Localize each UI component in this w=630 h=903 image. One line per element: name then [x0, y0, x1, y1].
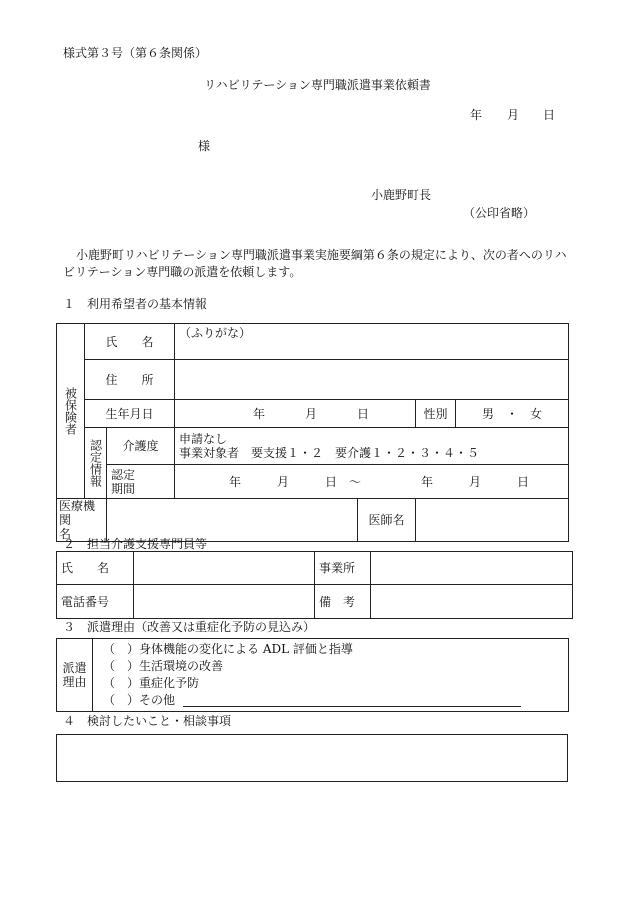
cm-office-label: 事業所: [315, 552, 371, 585]
doctor-name-field[interactable]: [416, 499, 569, 542]
medical-institution-label: [57, 499, 107, 542]
birth-day-label: 日: [357, 406, 370, 421]
section2-heading: ２ 担当介護支援専門員等: [63, 537, 208, 551]
cm-remarks-field[interactable]: [371, 585, 573, 619]
applicant-info-table: [56, 323, 569, 542]
consultation-textarea[interactable]: [56, 734, 568, 782]
name-label: 氏 名: [85, 324, 175, 360]
seal-note: （公印省略）: [463, 206, 536, 220]
date-month-label: 月: [507, 108, 520, 122]
medical-institution-label-line2: 名: [59, 527, 72, 541]
addressee-suffix: 様: [198, 139, 211, 153]
section1-heading: １ 利用希望者の基本情報: [63, 297, 208, 311]
gender-label: 性別: [416, 400, 456, 428]
care-level-label: 介護度: [107, 428, 175, 465]
date-year-label: 年: [470, 108, 483, 122]
insured-label: 被保険者: [57, 324, 85, 499]
gender-options[interactable]: 男 ・ 女: [456, 400, 569, 428]
care-level-field[interactable]: [175, 428, 569, 465]
reason-options: [93, 639, 569, 712]
cert-info-label: 認定情報: [85, 428, 107, 499]
intro-line-2: ビリテーション専門職の派遣を依頼します。: [63, 265, 302, 279]
furigana-label: （ふりがな）: [179, 326, 252, 340]
cm-phone-label: 電話番号: [57, 585, 134, 619]
name-field[interactable]: [175, 324, 569, 360]
medical-institution-label-line1: 医療機関: [59, 499, 96, 527]
reason-label-line1: 派遣: [62, 661, 87, 675]
cert-period-label-line1: 認定: [111, 467, 136, 482]
birth-year-label: 年: [253, 406, 266, 421]
date-day-label: 日: [543, 108, 556, 122]
care-level-none: 申請なし: [179, 432, 228, 446]
reason-label-line2: 理由: [62, 675, 87, 689]
birth-date-field[interactable]: [175, 400, 416, 428]
cm-phone-field[interactable]: [134, 585, 315, 619]
form-number: 様式第３号（第６条関係）: [63, 46, 208, 60]
birth-date-label: 生年月日: [85, 400, 175, 428]
care-manager-table: [56, 551, 573, 619]
reason-option-other-label: （ ）その他: [103, 693, 176, 707]
medical-institution-field[interactable]: [107, 499, 358, 542]
reason-option-other[interactable]: [103, 692, 568, 709]
address-field[interactable]: [175, 360, 569, 400]
section3-heading: ３ 派遣理由（改善又は重症化予防の見込み）: [63, 620, 316, 634]
reason-label: [57, 639, 93, 712]
dispatch-reason-table: [56, 638, 569, 712]
cm-office-field[interactable]: [371, 552, 573, 585]
section4-heading: ４ 検討したいこと・相談事項: [63, 714, 232, 728]
reason-option-environment[interactable]: （ ）生活環境の改善: [103, 659, 224, 673]
doctor-name-label: 医師名: [358, 499, 416, 542]
birth-month-label: 月: [305, 406, 318, 421]
reason-other-underline[interactable]: [183, 706, 521, 707]
cert-period-label-line2: 期間: [111, 481, 136, 496]
cm-name-field[interactable]: [134, 552, 315, 585]
cm-remarks-label: 備 考: [315, 585, 371, 619]
cert-period-label: [107, 465, 175, 499]
cm-name-label: 氏 名: [57, 552, 134, 585]
cert-period-field[interactable]: 年 月 日 〜 年 月 日: [175, 465, 569, 499]
document-title: リハビリテーション専門職派遣事業依頼書: [204, 78, 431, 92]
sender-name: 小鹿野町長: [371, 188, 432, 202]
care-level-options: 事業対象者 要支援１・２ 要介護１・２・３・４・５: [179, 446, 480, 460]
intro-line-1: 小鹿野町リハビリテーション専門職派遣事業実施要綱第６条の規定により、次の者へのリハ: [76, 248, 567, 262]
address-label: 住 所: [85, 360, 175, 400]
reason-option-prevention[interactable]: （ ）重症化予防: [103, 676, 200, 690]
reason-option-adl[interactable]: （ ）身体機能の変化による ADL 評価と指導: [103, 642, 353, 656]
